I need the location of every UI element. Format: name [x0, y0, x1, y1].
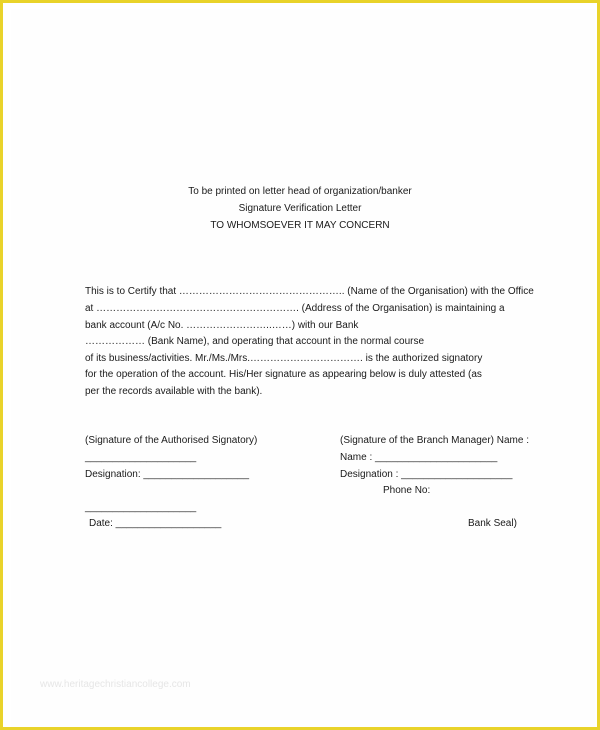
body-line-2: at ……………………………………………………. (Address of the Organisation) is maintaining a — [85, 303, 505, 314]
bank-seal-label: Bank Seal) — [468, 518, 517, 529]
manager-designation-field: Designation : ____________________ — [340, 469, 513, 480]
body-line-5: of its business/activities. Mr./Ms./Mrs.……………………………. is the authorized signatory — [85, 353, 483, 364]
second-signature-line: ____________________ — [85, 502, 197, 513]
body-line-6: for the operation of the account. His/Her signature as appearing below is duly attested (as — [85, 369, 482, 380]
branch-manager-label: (Signature of the Branch Manager) Name : — [340, 435, 529, 446]
authorised-signatory-label: (Signature of the Authorised Signatory) — [85, 435, 258, 446]
body-line-7: per the records available with the bank). — [85, 386, 263, 397]
date-field: Date: ___________________ — [89, 518, 222, 529]
phone-field: Phone No: — [383, 485, 431, 496]
authorised-designation: Designation: ___________________ — [85, 469, 250, 480]
header-line-title: Signature Verification Letter — [238, 203, 362, 214]
authorised-signature-line: ____________________ — [85, 452, 197, 463]
letter-page — [11, 9, 595, 727]
body-line-4: ……………… (Bank Name), and operating that account in the normal course — [85, 336, 425, 347]
watermark-text: www.heritagechristiancollege.com — [40, 679, 191, 690]
header-line-concern: TO WHOMSOEVER IT MAY CONCERN — [210, 220, 390, 231]
header-line-letterhead: To be printed on letter head of organization/banker — [188, 186, 412, 197]
manager-name-field: Name : ______________________ — [340, 452, 498, 463]
body-line-3: bank account (A/c No. ……………………..……) with our Bank — [85, 320, 359, 331]
body-line-1: This is to Certify that ………………………………………….. (Name of the Organisation) with the Office — [85, 286, 534, 297]
